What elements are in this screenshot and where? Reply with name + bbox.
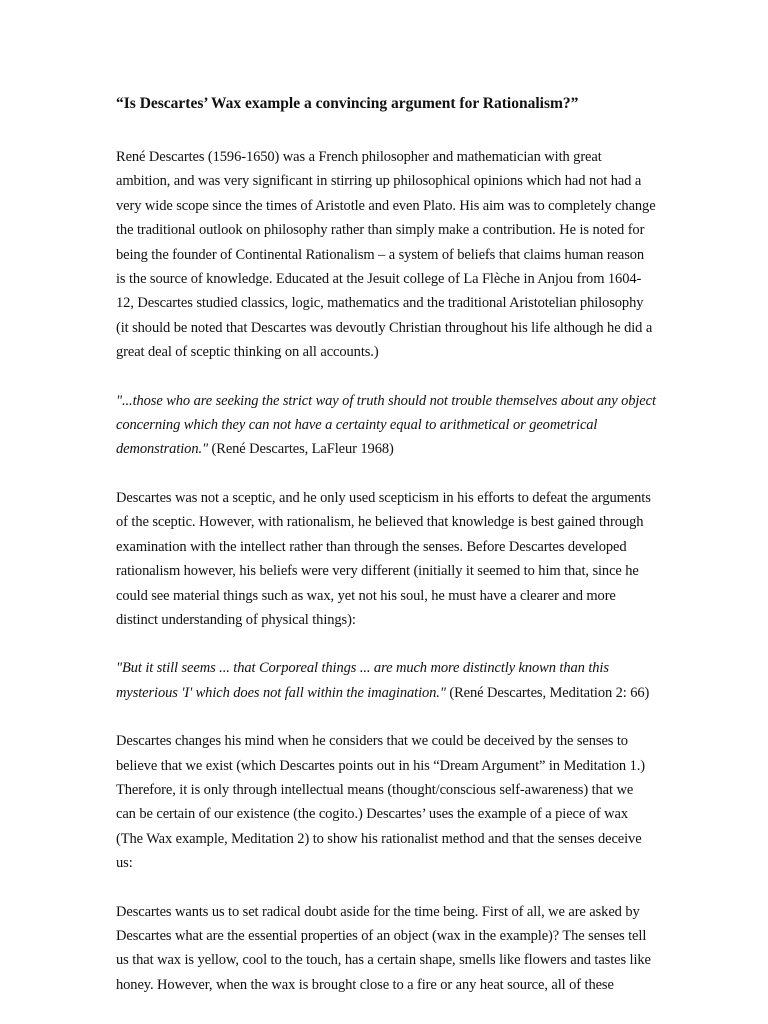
paragraph-intro: René Descartes (1596-1650) was a French philosopher and mathematician with great ambition, and was very significant in stirring up philosophical opinions which had not had a very wide scope since the times of Aristotle and even Plato. His aim was to completely change the traditional outlook on philosophy rather than simply make a contribution. He is noted for being the founder of Continental Rationalism – a system of beliefs that claims human reason is the source of knowledge. Educated at the Jesuit college of La Flèche in Anjou from 1604-12, Descartes studied classics, logic, mathematics and the traditional Aristotelian philosophy (it should be noted that Descartes was devoutly Christian throughout his life although he did a great deal of sceptic thinking on all accounts.) xyxy=(116,149,656,361)
paragraph-radical-doubt: Descartes wants us to set radical doubt aside for the time being. First of all, we are asked by Descartes what are the essential properties of an object (wax in the example)? The senses tell us that wax is yellow, cool to the touch, has a certain shape, smells like flowers and tastes like honey. However, when the wax is brought close to a fire or any heat source, all of these xyxy=(116,903,651,993)
paragraph-not-a-sceptic: Descartes was not a sceptic, and he only used scepticism in his efforts to defeat the arguments of the sceptic. However, with rationalism, he believed that knowledge is best gained through examination with the intellect rather than through the senses. Before Descartes developed rationalism however, his beliefs were very different (initially it seemed to him that, since he could see material things such as wax, yet not his soul, he must have a clearer and more distinct understanding of physical things): xyxy=(116,489,651,628)
document-title: “Is Descartes’ Wax example a convincing argument for Rationalism?” xyxy=(116,95,579,112)
quote-text: "...those who are seeking the strict way of truth should not trouble themselves about any object concerning which they can not have a certainty equal to arithmetical or geometrical demonstration." xyxy=(116,392,656,458)
quote-text: "But it still seems ... that Corporeal things ... are much more distinctly known than this mysterious 'I' which does not fall within the imagination." xyxy=(116,660,609,701)
block-quote-meditation-2 xyxy=(116,656,656,705)
paragraph-changes-mind: Descartes changes his mind when he considers that we could be deceived by the senses to believe that we exist (which Descartes points out in his “Dream Argument” in Meditation 1.) Therefore, it is only through intellectual means (thought/conscious self-awareness) that we can be certain of our existence (the cogito.) Descartes’ uses the example of a piece of wax (The Wax example, Meditation 2) to show his rationalist method and that the senses deceive us: xyxy=(116,733,646,872)
quote-citation: (René Descartes, LaFleur 1968) xyxy=(208,441,394,458)
document-body xyxy=(116,92,656,997)
quote-citation: (René Descartes, Meditation 2: 66) xyxy=(445,684,650,701)
block-quote-lafleur xyxy=(116,389,656,462)
